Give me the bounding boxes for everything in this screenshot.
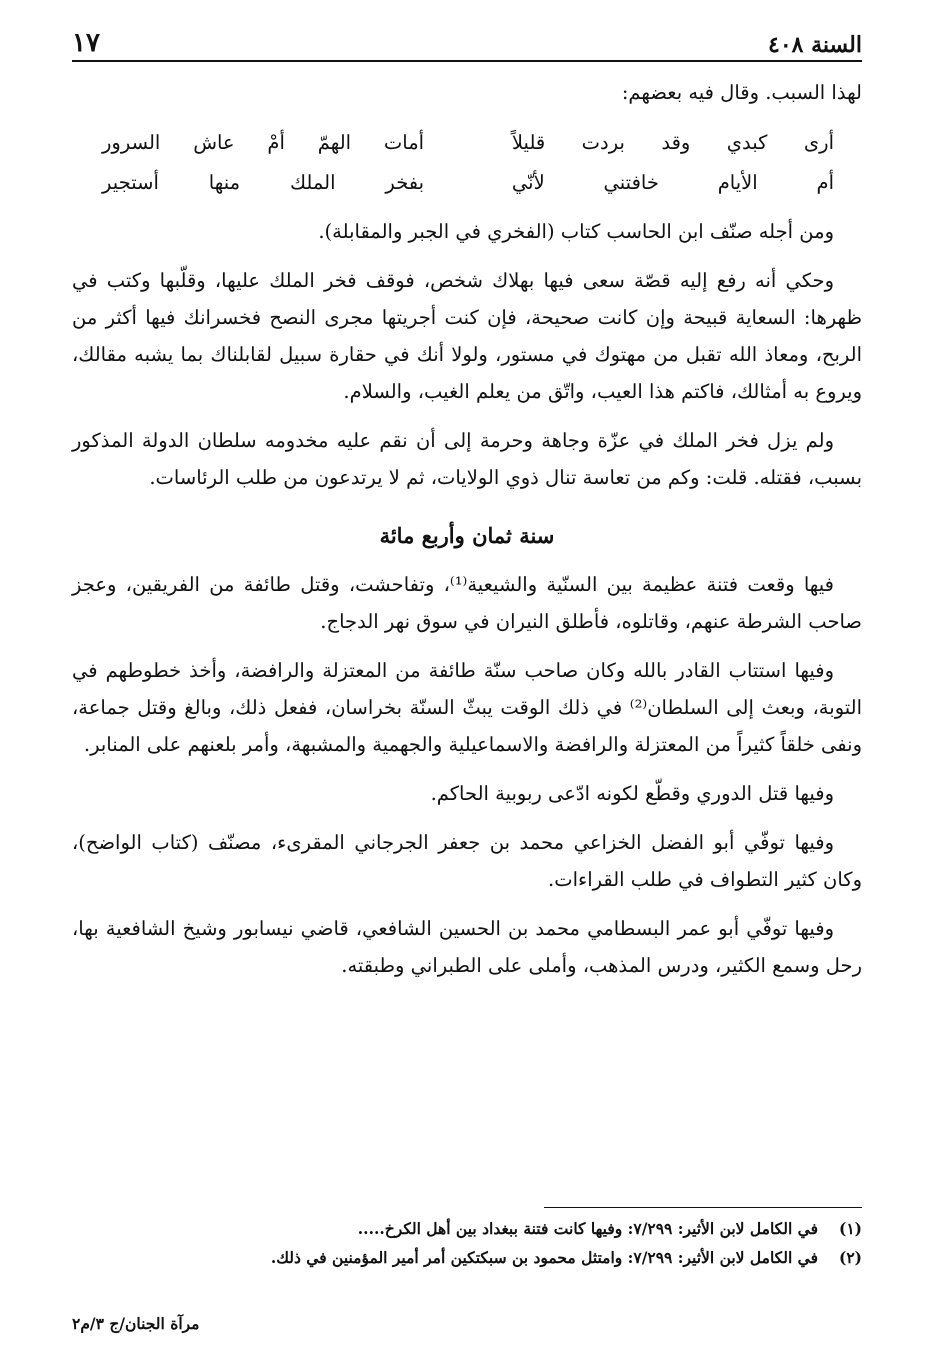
paragraph: ومن أجله صنّف ابن الحاسب كتاب (الفخري في الجبر والمقابلة). [318,220,834,243]
page-header [72,22,862,58]
footnotes [72,1214,862,1272]
page-number: ١٧ [72,28,100,58]
paragraph: وفيها توفّي أبو عمر البسطامي محمد بن الحسين الشافعي، قاضي نيسابور وشيخ الشافعية بها، رحل وسمع الكثير، ودرس المذهب، وأملى على الطبراني وطبقته. [72,917,862,977]
footnote [72,1243,862,1272]
poem [72,123,862,203]
paragraph: وفيها قتل الدوري وقطّع لكونه ادّعى ربوبية الحاكم. [430,782,834,805]
paragraph: وحكي أنه رفع إليه قصّة سعى فيها بهلاك شخص، فوقف فخر الملك عليها، وقلّبها وكتب في ظهرها: السعاية قبيحة وإن كانت صحيحة، فإن كنت أجريتها مجرى النصح فخسرانك فيها أكثر من الربح، ومعاذ الله تقبل من مهتوك في مستور، ولولا أنك في حقارة سبيل لقابلناك بما يشبه مقالك، ويروع به أمثالك، فاكتم هذا العيب، واتّق من يعلم الغيب، والسلام. [72,269,862,403]
paragraph: وفيها توفّي أبو الفضل الخزاعي محمد بن جعفر الجرجاني المقرىء، مصنّف (كتاب الواضح)، وكان كثير التطواف في طلب القراءات. [72,831,862,891]
paragraph: فيها وقعت فتنة عظيمة بين السنّية والشيعية⁽¹⁾، وتفاحشت، وقتل طائفة من الفريقين، وعجز صاحب الشرطة عنهم، وقاتلوه، فأطلق النيران في سوق نهر الدجاج. [72,573,862,633]
page-signature: مرآة الجنان/ج ٣/م٢ [72,1314,200,1333]
header-rule [72,60,862,62]
paragraph: وفيها استتاب القادر بالله وكان صاحب سنّة طائفة من المعتزلة والرافضة، وأخذ خطوطهم في التوبة، وبعث إلى السلطان⁽²⁾ في ذلك الوقت يبثّ السنّة بخراسان، ففعل ذلك، وبالغ وقتل جماعة، ونفى خلقاً كثيراً من المعتزلة والرافضة والاسماعيلية والجهمية والمشبهة، وأمر بلعنهم على المنابر. [72,659,863,756]
footnote-number: (١) [838,1219,862,1238]
footnote-rule [544,1207,862,1208]
verse-first-hemistich: أرى كبدي وقد بردت قليلاً [511,131,834,154]
verse-second-hemistich: أمات الهمّ أمْ عاش السرور [102,131,425,154]
footnote [72,1214,862,1243]
verse [72,163,862,203]
main-text [72,74,862,996]
footnote-text: في الكامل لابن الأثير: ٧/٢٩٩: وامتثل محمود بن سبكتكين أمر أمير المؤمنين في ذلك. [270,1248,818,1267]
footnote-number: (٢) [838,1248,862,1267]
footnote-text: في الكامل لابن الأثير: ٧/٢٩٩: وفيها كانت فتنة ببغداد بين أهل الكرخ..... [357,1219,818,1238]
section-title: سنة ثمان وأربع مائة [379,523,555,548]
verse-second-hemistich: بفخر الملك منها أستجير [102,171,425,194]
paragraph: ولم يزل فخر الملك في عزّة وجاهة وحرمة إلى أن نقم عليه مخدومه سلطان الدولة المذكور بسبب، فقتله. قلت: وكم من تعاسة تنال ذوي الولايات، ثم لا يرتدعون من طلب الرئاسات. [72,429,862,489]
verse-first-hemistich: أم الأيام خافتني لأنّي [511,171,834,194]
verse [72,123,862,163]
running-title: السنة ٤٠٨ [768,32,862,58]
intro-line: لهذا السبب. وقال فيه بعضهم: [621,81,862,104]
